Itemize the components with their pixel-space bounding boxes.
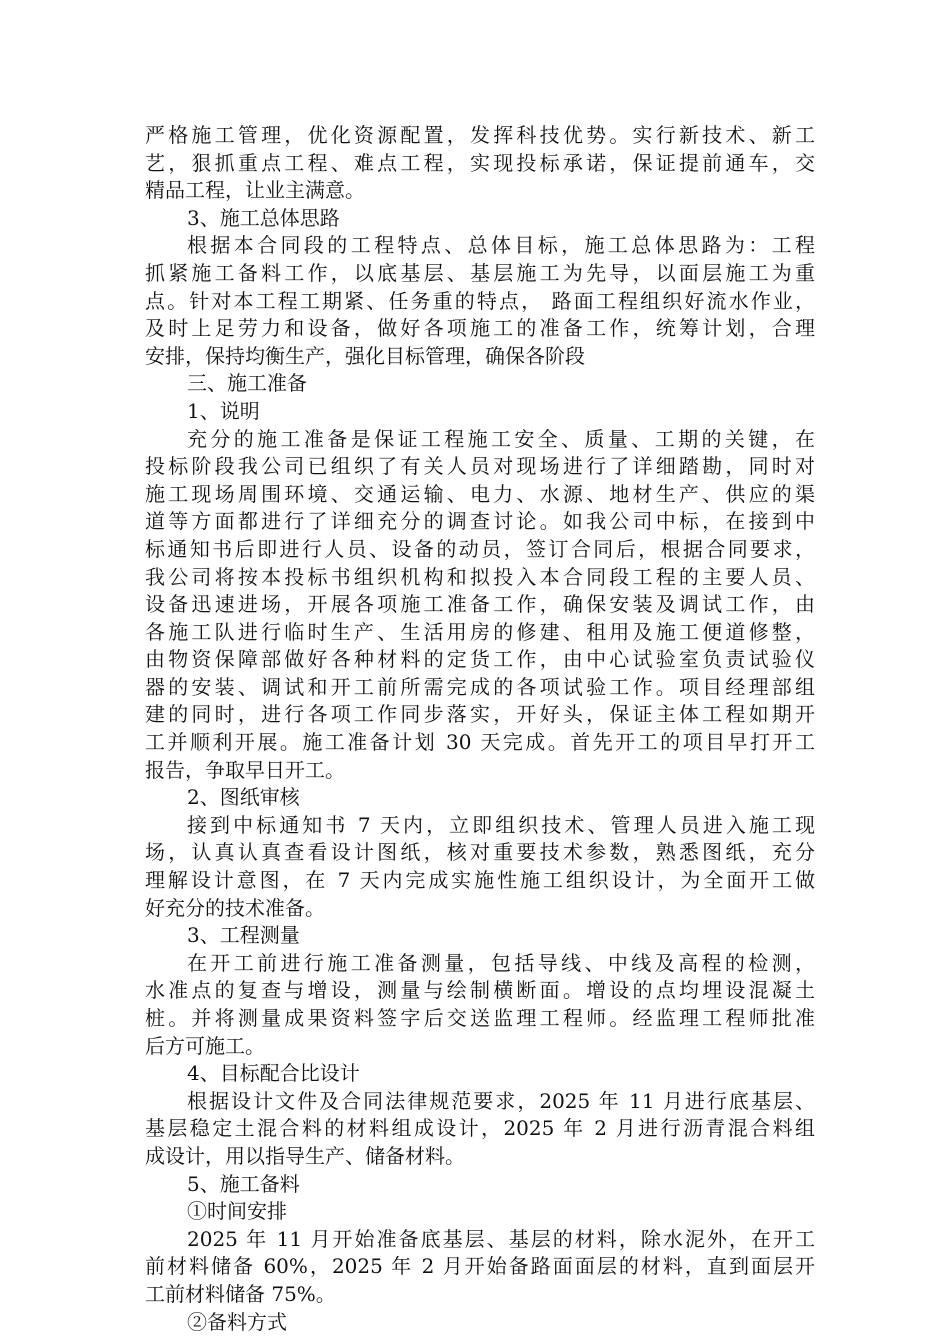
text-line: 标通知书后即进行人员、设备的动员，签订合同后，根据合同要求，: [145, 536, 815, 561]
text-line: ①时间安排: [187, 1199, 287, 1224]
text-line: 前材料储备 60%，2025 年 2 月开始备路面面层的材料，直到面层开: [145, 1254, 815, 1279]
text-line: 充分的施工准备是保证工程施工安全、质量、工期的关键，在: [187, 426, 815, 451]
text-line: 施工现场周围环境、交通运输、电力、水源、地材生产、供应的渠: [145, 481, 815, 506]
document-body: [145, 122, 815, 1336]
text-line: 各施工队进行临时生产、生活用房的修建、租用及施工便道修整，: [145, 619, 815, 644]
text-line: 道等方面都进行了详细充分的调查讨论。如我公司中标，在接到中: [145, 509, 815, 534]
text-line: 4、目标配合比设计: [187, 1061, 360, 1086]
text-line: 我公司将按本投标书组织机构和拟投入本合同段工程的主要人员、: [145, 564, 815, 589]
text-line: 器的安装、调试和开工前所需完成的各项试验工作。项目经理部组: [145, 674, 815, 699]
text-line: 后方可施工。: [145, 1033, 265, 1058]
text-line: 好充分的技术准备。: [145, 895, 325, 920]
text-line: 桩。并将测量成果资料签字后交送监理工程师。经监理工程师批准: [145, 1006, 815, 1030]
text-line: 3、工程测量: [187, 923, 300, 948]
text-line: 工并顺利开展。施工准备计划 30 天完成。首先开工的项目早打开工: [145, 730, 815, 755]
text-line: 及时上足劳力和设备，做好各项施工的准备工作，统筹计划，合理: [145, 316, 815, 341]
text-line: 水准点的复查与增设，测量与绘制横断面。增设的点均埋设混凝土: [145, 978, 815, 1003]
text-line: 接到中标通知书 7 天内，立即组织技术、管理人员进入施工现: [187, 812, 815, 837]
text-line: 艺，狠抓重点工程、难点工程，实现投标承诺，保证提前通车，交: [145, 150, 815, 175]
text-line: 严格施工管理，优化资源配置，发挥科技优势。实行新技术、新工: [145, 123, 815, 147]
text-line: 在开工前进行施工准备测量，包括导线、中线及高程的检测，: [187, 950, 815, 975]
text-line: 3、施工总体思路: [187, 205, 340, 230]
text-line: 安排，保持均衡生产，强化目标管理，确保各阶段: [145, 343, 585, 368]
text-line: 理解设计意图，在 7 天内完成实施性施工组织设计，为全面开工做: [145, 868, 815, 893]
text-line: 报告，争取早日开工。: [145, 757, 345, 782]
text-line: 设备迅速进场，开展各项施工准备工作，确保安装及调试工作，由: [145, 592, 815, 617]
text-line: 投标阶段我公司已组织了有关人员对现场进行了详细踏勘，同时对: [145, 454, 815, 479]
text-line: 根据设计文件及合同法律规范要求，2025 年 11 月进行底基层、: [187, 1088, 815, 1113]
text-line: 1、说明: [187, 398, 260, 423]
text-line: 抓紧施工备料工作，以底基层、基层施工为先导，以面层施工为重: [145, 260, 815, 285]
text-line: 2025 年 11 月开始准备底基层、基层的材料，除水泥外，在开工: [187, 1226, 815, 1251]
text-line: 5、施工备料: [187, 1171, 300, 1196]
text-line: 成设计，用以指导生产、储备材料。: [145, 1143, 465, 1168]
text-line: 精品工程，让业主满意。: [145, 178, 365, 203]
text-line: 三、施工准备: [187, 371, 307, 396]
text-line: ②备料方式: [187, 1309, 287, 1334]
text-line: 点。针对本工程工期紧、任务重的特点， 路面工程组织好流水作业，: [145, 288, 815, 313]
text-line: 根据本合同段的工程特点、总体目标，施工总体思路为：工程: [187, 233, 815, 258]
text-line: 建的同时，进行各项工作同步落实，开好头，保证主体工程如期开: [145, 702, 815, 727]
text-line: 场，认真认真查看设计图纸，核对重要技术参数，熟悉图纸，充分: [145, 840, 815, 865]
text-line: 2、图纸审核: [187, 785, 300, 810]
text-line: 由物资保障部做好各种材料的定货工作，由中心试验室负责试验仪: [145, 647, 815, 672]
text-line: 工前材料储备 75%。: [145, 1281, 336, 1306]
text-line: 基层稳定土混合料的材料组成设计，2025 年 2 月进行沥青混合料组: [145, 1116, 815, 1141]
